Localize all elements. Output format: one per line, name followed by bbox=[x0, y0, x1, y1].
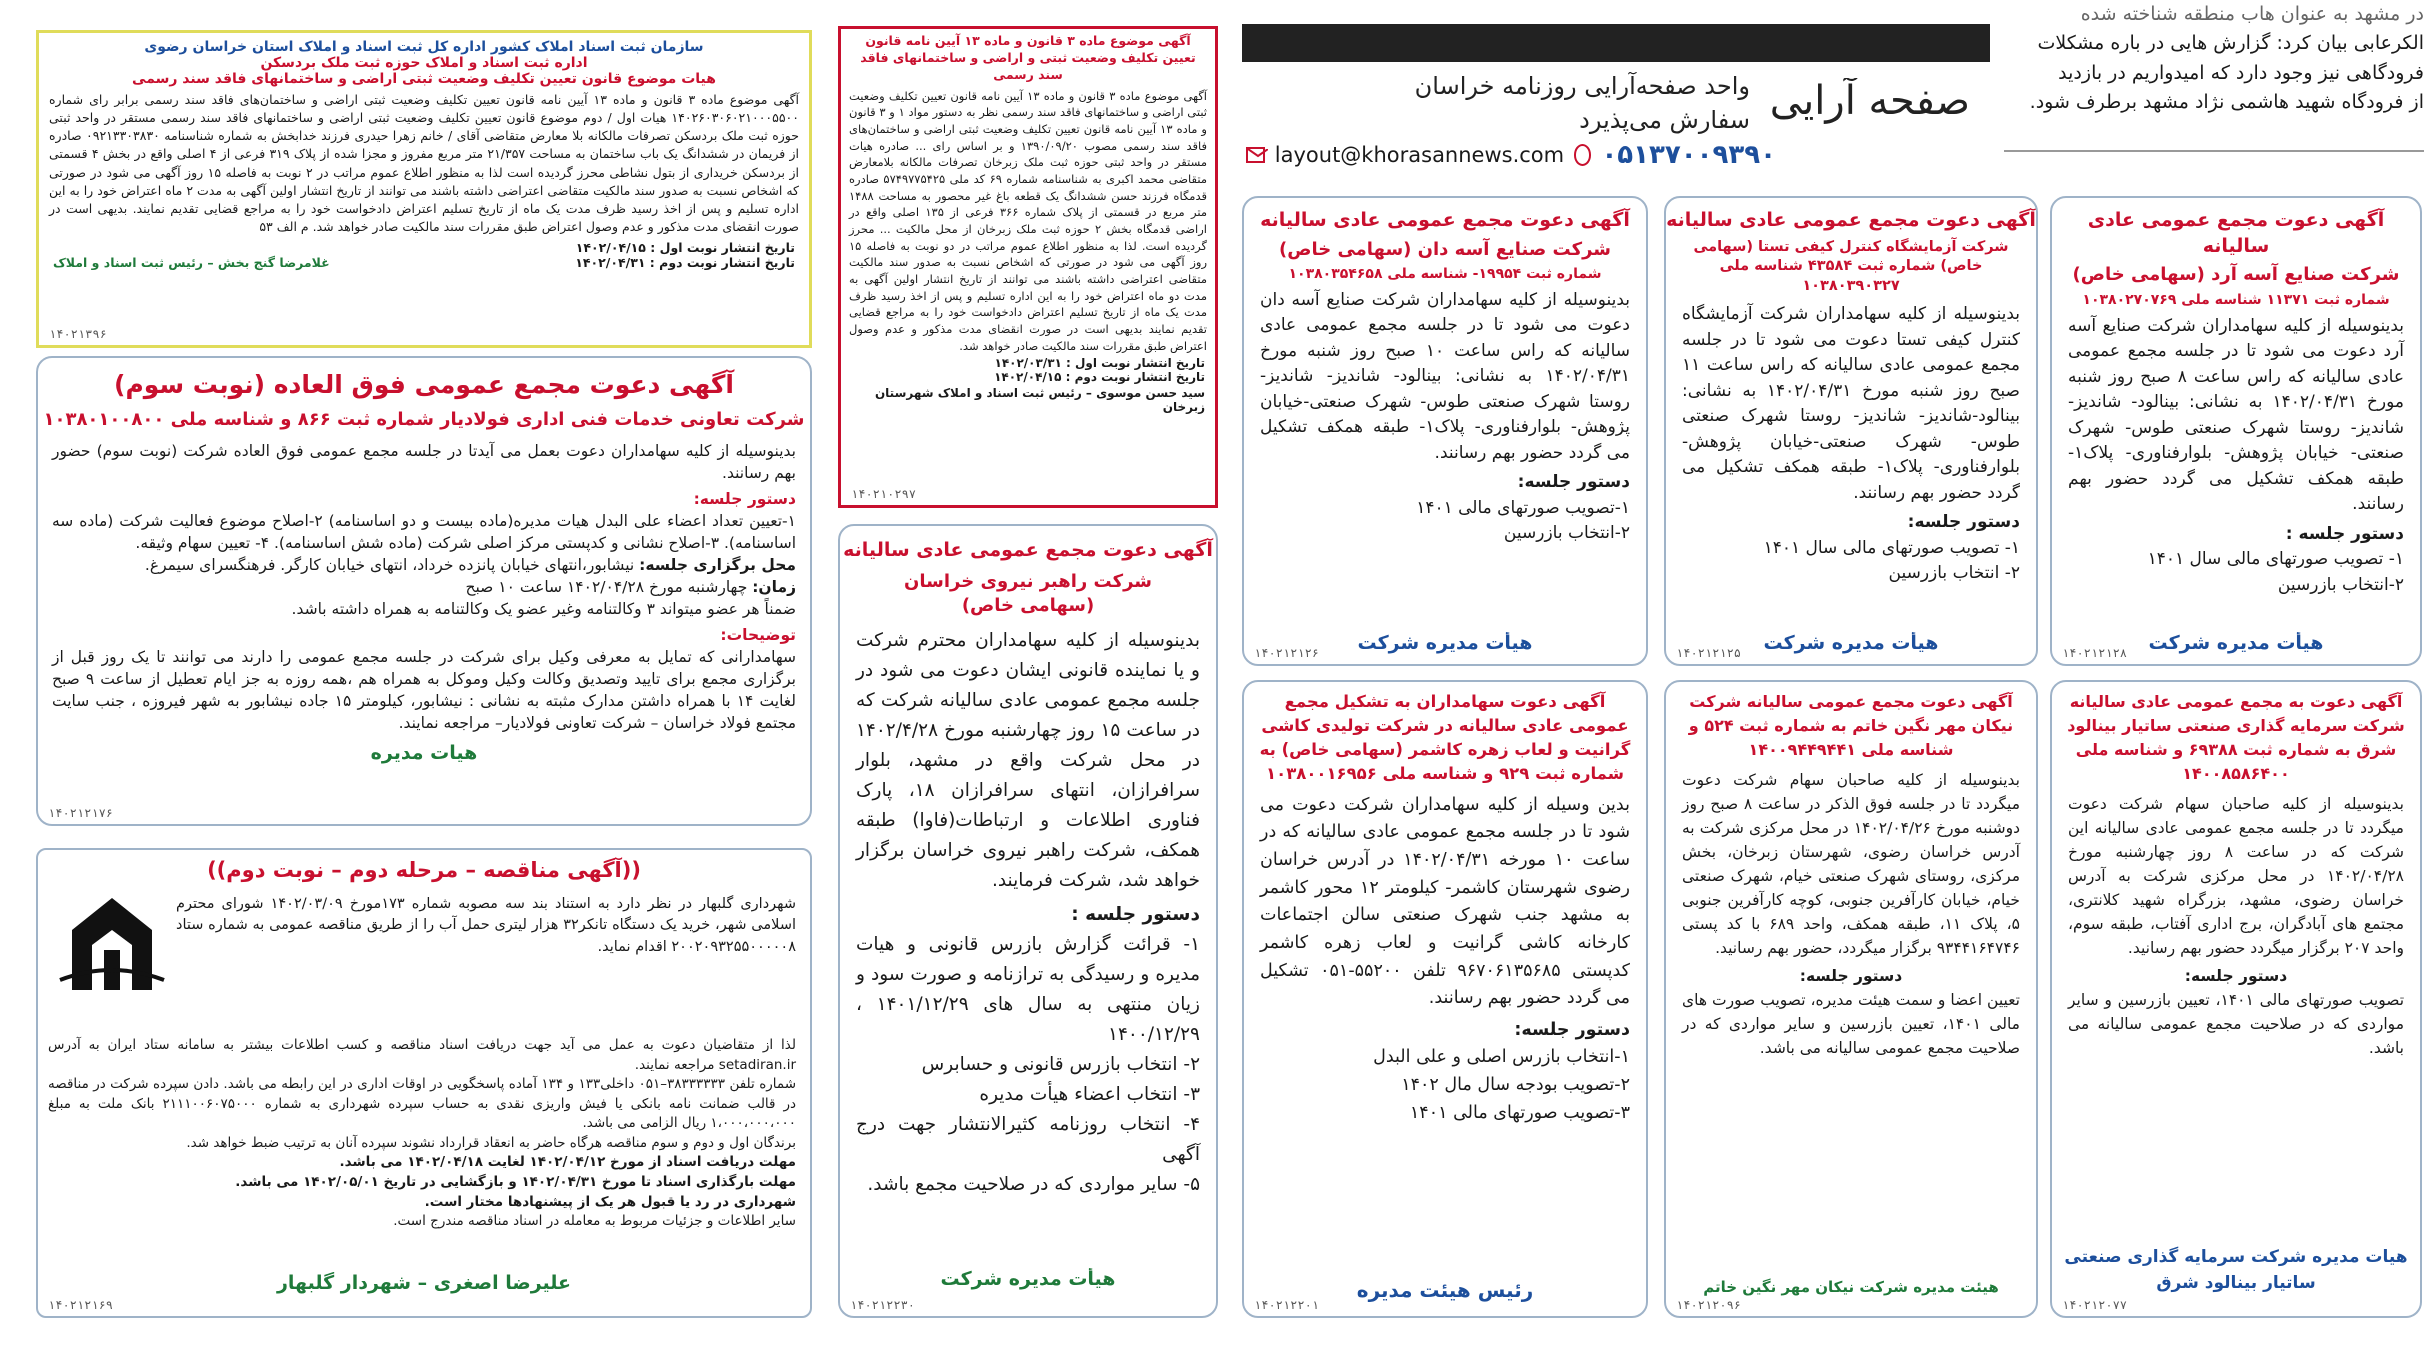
ad-title: آگهی دعوت مجمع عمومی عادی سالیانه bbox=[1666, 209, 2036, 231]
ad-registration-zibarkhan bbox=[838, 26, 1218, 508]
ad-content bbox=[1244, 282, 1646, 553]
ad-company: شرکت آزمایشگاه کنترل کیفی تستا (سهامی خاص) شماره ثبت ۴۳۵۸۴ شناسه ملی ۱۰۳۸۰۳۹۰۳۲۷ bbox=[1693, 238, 2009, 294]
ad-org: سازمان ثبت اسناد املاک کشور اداره کل ثبت اسناد و املاک استان خراسان رضوی bbox=[144, 39, 704, 55]
ad-body-text: بدینوسیله از کلیه سهامداران شرکت آزمایشگاه کنترل کیفی تستا دعوت می شود تا در جلسه مجمع عمومی عادی سالیانه که راس ساعت ۱۱ صبح روز شنبه مورخ ۱۴۰۲/۰۴/۳۱ به نشانی: بینالود-شاندیز- شاندیز- روستا شهرک صنعتی طوس- شهرک صنعتی-خیابان پژوهش- بلوارفناوری- پلاک۱- طبقه همکف تشکیل می گردد حضور بهم رسانند. bbox=[1682, 304, 2020, 503]
ad-content bbox=[2052, 308, 2420, 605]
agenda-item: ۱- تصویب صورتهای مالی سال ۱۴۰۱ bbox=[1763, 537, 2020, 558]
ad-content bbox=[1666, 296, 2036, 593]
agenda-item: ۲-انتخاب بازرسین bbox=[2277, 574, 2404, 595]
municipality-logo bbox=[52, 890, 172, 1000]
ad-code: ۱۴۰۲۱۲۰۷۷ bbox=[2062, 1298, 2128, 1312]
agenda-item: ۳- انتخاب اعضاء هیأت مدیره bbox=[979, 1083, 1200, 1105]
agenda-heading: دستور جلسه: bbox=[1517, 472, 1630, 493]
news-line: از فرودگاه شهید هاشمی نژاد مشهد برطرف شود. bbox=[2029, 91, 2424, 114]
agenda-item: ۲-انتخاب بازرسین bbox=[1503, 523, 1630, 544]
ad-date-first: تاریخ انتشار نوبت اول : ۱۴۰۲/۰۳/۳۱ bbox=[994, 356, 1205, 371]
ad-note: ضمناً هر عضو میتواند ۳ وکالتنامه وغیر عضو یک وکالتنامه به همراه داشته باشد. bbox=[291, 600, 796, 619]
news-line: فرودگاهی نیز وجود دارد که امیدواریم در بازدید bbox=[2058, 61, 2424, 84]
ad-code: ۱۴۰۲۱۲۱۲۶ bbox=[1254, 646, 1320, 660]
ad-title: آگهی دعوت مجمع عمومی عادی سالیانه bbox=[1260, 209, 1630, 231]
agenda-heading: دستور جلسه : bbox=[2285, 523, 2404, 544]
agenda-item: ۱-تصویب صورتهای مالی ۱۴۰۱ bbox=[1416, 497, 1630, 518]
tender-paragraph: مهلت بارگذاری اسناد تا مورخ ۱۴۰۲/۰۴/۳۱ و بازگشایی در تاریخ ۱۴۰۲/۰۵/۰۱ می باشد. bbox=[235, 1173, 796, 1190]
ad-date-second: تاریخ انتشار نوبت دوم : ۱۴۰۲/۰۴/۳۱ bbox=[575, 255, 795, 270]
tender-paragraph: شماره تلفن ۳۸۳۳۳۳۳۳–۰۵۱ داخلی۱۳۳ و ۱۳۴ آماده پاسخگویی در اوقات اداری در این رابطه می باشد. دادن سپرده شرکت در مناقصه در قالب ضمانت نامه بانکی یا فیش واریزی نقدی به حساب سپرده شهرداری به شماره ۲۱۱۱۰۰۶۰۷۵۰۰۰ بانک ملت به مبلغ ۱،۰۰۰،۰۰۰،۰۰۰ ریال الزامی می باشد. bbox=[48, 1076, 797, 1132]
notes-text: سهامدارانی که تمایل به معرفی وکیل برای شرکت در جلسه مجمع عمومی را دارند می توانند تا یک روز قبل از برگزاری مجمع برای تایید وتصدیق وکالت وکیل وموکل به همراه هم ،همه روزه به جز ایام تعطیل از ساعت ۹ صبح لغایت ۱۴ با همراه داشتن مدارک مثبته به نشانی : نیشابور، کیلومتر ۱۵ جاده نیشابور به شهر فیروزه ، جنب سایت مجتمع فولاد خراسان – شرکت تعاونی فولادیار– مراجعه نمایند. bbox=[52, 648, 796, 733]
ad-signature: هیأت مدیره شرکت bbox=[1763, 632, 1939, 654]
ad-code: ۱۴۰۲۱۲۱۲۸ bbox=[2062, 646, 2128, 660]
ad-negin-khatam bbox=[1664, 680, 2038, 1318]
agenda-text: تصویب صورتهای مالی ۱۴۰۱، تعیین بازرسین و سایر مواردی که در صلاحیت مجمع عمومی سالیانه می باشد. bbox=[2068, 991, 2405, 1058]
layout-ad-contact-row bbox=[1246, 138, 1776, 172]
ad-registration-bardaskan bbox=[36, 30, 812, 348]
tender-paragraph: سایر اطلاعات و جزئیات مربوط به معامله در اسناد مناقصه مندرج است. bbox=[393, 1213, 796, 1230]
ad-content bbox=[1244, 786, 1646, 1134]
ad-title: آگهی دعوت سهامداران به تشکیل مجمع عمومی عادی سالیانه در شرکت تولیدی کاشی گرانیت و لعاب زهره کاشمر (سهامی خاص) به شماره ثبت ۹۲۹ و شناسه ملی ۱۰۳۸۰۰۱۶۹۵۶ bbox=[1259, 692, 1631, 783]
agenda-item: ۱- قرائت گزارش بازرس قانونی و هیات مدیره و رسیدگی به ترازنامه و صورت سود و زیان منتهی به سال های ۱۴۰۱/۱۲/۲۹ ، ۱۴۰۰/۱۲/۲۹ bbox=[856, 933, 1200, 1045]
ad-content bbox=[176, 894, 796, 958]
ad-signature: هیات مدیره شرکت سرمایه گذاری صنعتی ساتیار بینالود شرق bbox=[2064, 1247, 2408, 1293]
ad-signature: هیئت مدیره شرکت نیکان مهر نگین خاتم bbox=[1703, 1278, 1999, 1296]
news-line: در مشهد به عنوان هاب منطقه شناخته شده bbox=[2080, 3, 2424, 25]
place-row bbox=[52, 554, 796, 576]
ad-body-text: بدینوسیله از کلیه سهامداران شرکت صنایع آسه دان دعوت می شود تا در جلسه مجمع عمومی عادی سالیانه که راس ساعت ۱۰ صبح روز شنبه مورخ ۱۴۰۲/۰۴/۳۱ به نشانی: بینالود- شاندیز- شاندیز- روستا شهرک صنعتی طوس- شهرک صنعتی-خیابان پژوهش- بلوارفناوری- پلاک۱- طبقه همکف تشکیل می گردد حضور بهم رسانند. bbox=[1260, 289, 1630, 463]
time-value: چهارشنبه مورخ ۱۴۰۲/۰۴/۲۸ ساعت ۱۰ صبح bbox=[465, 578, 748, 597]
ad-title: آگهی دعوت مجمع عمومی عادی سالیانه bbox=[2087, 209, 2385, 257]
tender-paragraph: برندگان اول و دوم و سوم مناقصه هرگاه حاضر به انعقاد قرارداد نشوند سپرده آنان به ترتیب ضبط خواهد شد. bbox=[186, 1134, 796, 1151]
place-label: محل برگزاری جلسه: bbox=[639, 556, 796, 575]
ad-content bbox=[2052, 786, 2420, 1066]
place-value: نیشابور،انتهای خیابان پانزده خرداد، انتهای خیابان کارگر. فرهنگسرای سیمرغ. bbox=[144, 556, 635, 575]
agenda-item: ۵- سایر مواردی که در صلاحیت مجمع باشد. bbox=[867, 1173, 1200, 1195]
ad-title: آگهی دعوت مجمع عمومی فوق العاده (نوبت سوم) bbox=[114, 370, 734, 399]
ad-code: ۱۴۰۲۱۳۹۶ bbox=[49, 327, 107, 341]
agenda-heading: دستور جلسه: bbox=[1799, 967, 1903, 986]
ad-signature: سید حسن موسوی – رئیس ثبت اسناد و املاک شهرستان زبرخان bbox=[874, 386, 1205, 415]
agenda-item: ۲- انتخاب بازرسین bbox=[1888, 563, 2020, 584]
ad-title: آگهی دعوت مجمع عمومی عادی سالیانه bbox=[843, 539, 1213, 561]
notes-heading: توضیحات: bbox=[720, 626, 796, 645]
agenda-item: ۱-انتخاب بازرس اصلی و علی البدل bbox=[1373, 1047, 1630, 1068]
layout-ad-top-bar bbox=[1242, 24, 1990, 62]
agenda-item: ۱- تصویب صورتهای مالی سال ۱۴۰۱ bbox=[2147, 549, 2404, 570]
ad-golbahar-tender bbox=[36, 848, 812, 1318]
ad-code: ۱۴۰۲۱۰۲۹۷ bbox=[851, 487, 917, 501]
ad-body-text: بدینوسیله از کلیه صاحبان سهام شرکت دعوت میگردد تا در جلسه مجمع عمومی عادی سالیانه این شرکت که در ساعت ۸ روز چهارشنبه مورخ ۱۴۰۲/۰۴/۲۸ در محل مرکزی شرکت به آدرس خراسان رضوی، مشهد، بزرگراه شهید کلانتری، مجتمع های آبادگران، برج اداری آفتاب، طبقه سوم، واحد ۲۰۷ برگزار میگردد حضور بهم رسانید. bbox=[2068, 795, 2405, 958]
agenda-heading: دستور جلسه : bbox=[1071, 903, 1200, 925]
ad-content-lower bbox=[48, 1036, 796, 1232]
phone-icon bbox=[1574, 144, 1591, 166]
agenda-item: ۲-تصویب بودجه سال مال ۱۴۰۲ bbox=[1401, 1075, 1630, 1096]
ad-title: آگهی دعوت به مجمع عمومی عادی سالیانه شرکت سرمایه گذاری صنعتی ساتیار بینالود شرق به شماره ثبت ۶۹۳۸۸ و شناسه ملی ۱۴۰۰۸۵۸۶۴۰۰ bbox=[2067, 692, 2405, 783]
ad-signature: غلامرضا گنج بخش – رئیس ثبت اسناد و املاک bbox=[53, 255, 330, 270]
ad-signature: هیأت مدیره شرکت bbox=[1357, 632, 1533, 654]
agenda-item: ۳-تصویب صورتهای مالی ۱۴۰۱ bbox=[1409, 1102, 1630, 1123]
ad-body-text: بدینوسیله از کلیه سهامداران محترم شرکت و یا نماینده قانونی ایشان دعوت می شود در جلسه مجمع عمومی عادی سالیانه شرکت که در ساعت ۱۵ روز چهارشنبه مورخ ۱۴۰۲/۴/۲۸ در محل شرکت واقع در مشهد، بلوار سرافرازان، انتهای سرافرازان ۱۸، پارک فناوری اطلاعات و ارتباطات(فاوا) طبقه همکف، شرکت راهبر نیروی خراسان برگزار خواهد شد، شرکت فرمایند. bbox=[856, 630, 1200, 891]
ad-asse-ard bbox=[2050, 196, 2422, 666]
news-line: الکرعابی بیان کرد: گزارش هایی در باره مشکلات bbox=[2037, 32, 2424, 55]
ad-registration: شماره ثبت ۱۱۳۷۱ شناسه ملی ۱۰۳۸۰۲۷۰۷۶۹ bbox=[2082, 291, 2390, 308]
agenda-text: تعیین اعضا و سمت هیئت مدیره، تصویب صورت های مالی ۱۴۰۱، تعیین بازرسین و سایر مواردی که در صلاحیت مجمع عمومی سالیانه می باشد. bbox=[1682, 991, 2020, 1058]
ad-body: آگهی موضوع ماده ۳ قانون و ماده ۱۳ آیین نامه قانون تعیین تکلیف وضعیت ثبتی اراضی و ساختمانهای فاقد سند رسمی نظر به دستور مواد ۱ و ۳ قانون و ماده ۱۳ آیین نامه قانون تعیین تکلیف وضعیت ثبتی اراضی و ساختمان‌های فاقد سند رسمی مصوب ۱۳۹۰/۰۹/۲۰ و بر اساس رای ... صادره هیات مستقر در واحد ثبتی حوزه ثبت ملک زبرخان تصرفات مالکانه بلامعارض متقاضی محمد اکبری به شناسنامه شماره ۶۹ کد ملی ۵۷۴۹۷۷۵۴۲۵ صادره قدمگاه فرزند حسن ششدانگ یک قطعه باغ غیر محصور به مساحت ۱۴۸۸ متر مربع در قسمتی از پلاک شماره ۳۶۶ فرعی از ۱۳۵ اصلی واقع در اراضی قدمگاه بخش ۲ حوزه ثبت ملک زبرخان از محل مالکیت ... محرز گردیده است. لذا به منظور اطلاع عموم مراتب در دو نوبت به فاصله ۱۵ روز آگهی می شود در صورتی که اشخاص نسبت به صدور سند مالکیت متقاضی اعتراضی داشته باشند می توانند از تاریخ انتشار اولین آگهی به مدت دو ماه اعتراض خود را به این اداره تسلیم و پس از اخذ رسید ظرف مدت یک ماه از تاریخ تسلیم اعتراض دادخواست خود را به مراجع قضایی تقدیم نمایند بدیهی است در صورت انقضای مدت مذکور و عدم وصول اعتراض طبق مقررات سند مالکیت صادر خواهد شد. bbox=[849, 88, 1208, 353]
ad-content bbox=[1666, 762, 2036, 1066]
layout-ad-phone: ۰۵۱۳۷۰۰۹۳۹۰ bbox=[1601, 140, 1776, 170]
layout-ad-email[interactable]: layout@khorasannews.com bbox=[1274, 143, 1565, 167]
ad-date-second: تاریخ انتشار نوبت دوم : ۱۴۰۲/۰۴/۱۵ bbox=[994, 370, 1205, 385]
ad-body-text: بدینوسیله از کلیه صاحبان سهام شرکت دعوت میگردد تا در جلسه فوق الذکر در ساعت ۸ صبح روز دوشنبه مورخ ۱۴۰۲/۰۴/۲۶ در محل مرکزی شرکت به آدرس خراسان رضوی، شهرستان زبرخان، بخش مرکزی، روستای شهرک صنعتی خیام، شهرک صنعتی خیام، خیابان کارآفرین جنوبی، کوچه کارآفرین جنوبی ۵، پلاک ۱۱، طبقه همکف، واحد ۶۸۹ با کد پستی ۹۳۴۴۱۶۴۷۴۶ برگزار میگردد، حضور بهم رسانید. bbox=[1682, 771, 2020, 958]
ad-title: ((آگهی مناقصه – مرحله دوم – نوبت دوم)) bbox=[207, 858, 641, 882]
tender-paragraph: شهرداری در رد یا قبول هر یک از پیشنهادها مختار است. bbox=[424, 1193, 796, 1210]
ad-code: ۱۴۰۲۱۲۱۷۶ bbox=[48, 806, 114, 820]
layout-ad-line2: سفارش می‌پذیرد bbox=[1579, 106, 1750, 134]
news-snippet bbox=[2004, 0, 2424, 150]
ad-dept: اداره ثبت اسناد و املاک حوزه ثبت ملک بردسکن bbox=[260, 55, 588, 71]
ad-content bbox=[840, 618, 1216, 1207]
ad-intro: بدینوسیله از کلیه سهامداران دعوت بعمل می آیدتا در جلسه مجمع عمومی فوق العاده شرکت (نوبت سوم) حضور بهم رسانند. bbox=[52, 442, 796, 483]
ad-company: شرکت تعاونی خدمات فنی اداری فولادیار شماره ثبت ۸۶۶ و شناسه ملی ۱۰۳۸۰۱۰۰۸۰۰ bbox=[43, 408, 805, 430]
ad-signature: هیات مدیره bbox=[370, 742, 478, 765]
ad-testa-lab bbox=[1664, 196, 2038, 666]
tender-paragraph: لذا از متقاضیان دعوت به عمل می آید جهت دریافت اسناد مناقصه و کسب اطلاعات بیشتر به سامانه ستاد ایران به آدرس setadiran.ir مراجعه نمایند. bbox=[48, 1037, 796, 1073]
time-label: زمان: bbox=[752, 578, 796, 597]
ad-code: ۱۴۰۲۱۲۱۲۵ bbox=[1676, 646, 1742, 660]
ad-body: آگهی موضوع ماده ۳ قانون و ماده ۱۳ آیین نامه قانون تعیین تکلیف وضعیت ثبتی اراضی و ساختمان‌های فاقد سند رسمی برابر رای شماره ۱۴۰۲۶۰۳۰۶۰۲۱۰۰۰۵۵۰۰ هیات اول / دوم موضوع قانون تعیین تکلیف وضعیت ثبتی اراضی و ساختمانهای فاقد سند رسمی مستقر در واحد ثبتی حوزه ثبت ملک بردسکن تصرفات مالکانه بلا معارض متقاضی آقای / خانم زهرا حیدری فرزند خدابخش به شماره شناسنامه ۰۹۲۱۳۳۰۳۸۳۰ صادره از فریمان در ششدانگ یک باب ساختمان به مساحت ۲۱/۳۵۷ متر مربع مفروز و مجزا شده از پلاک ۳۱۹ فرعی از ۴ اصلی واقع در بخش ۴ قسمتی از بردسکن خریداری از بتول نشاطی محرز گردیده است لذا به منظور اطلاع عموم مراتب در ۲ نوبت به فاصله ۱۵ روز آگهی می شود در صورتی که اشخاص نسبت به صدور سند مالکیت متقاضی اعتراضی داشته باشند می توانند از تاریخ انتشار اولین آگهی به مدت ۲ ماه اعتراض خود را به این اداره تسلیم و پس از اخذ رسید ظرف مدت یک ماه از تاریخ تسلیم اعتراض دادخواست خود را به مراجع قضایی تقدیم نمایند. بدیهی است در صورت انقضای مدت مذکور و عدم وصول اعتراض طبق مقررات سند مالکیت صادر خواهد شد. م الف ۵۳ bbox=[49, 92, 800, 234]
ad-title: آگهی موضوع ماده ۳ قانون و ماده ۱۳ آیین نامه قانون تعیین تکلیف وضعیت ثبتی و اراضی و ساختمانهای فاقد سند رسمی bbox=[860, 33, 1196, 82]
layout-ad-heading: صفحه آرایی bbox=[1769, 78, 1970, 124]
ad-registration: شماره ثبت ۱۹۹۵۴- شناسه ملی ۱۰۳۸۰۳۵۴۶۵۸ bbox=[1288, 265, 1602, 282]
agenda-item: ۲- انتخاب بازرس قانونی و حسابرس bbox=[921, 1053, 1200, 1075]
tender-paragraph: مهلت دریافت اسناد از مورخ ۱۴۰۲/۰۴/۱۲ لغایت ۱۴۰۲/۰۴/۱۸ می باشد. bbox=[339, 1154, 796, 1171]
ad-signature: علیرضا اصغری – شهردار گلبهار bbox=[276, 1272, 572, 1294]
mail-icon bbox=[1246, 147, 1265, 163]
ad-body-text: بدین وسیله از کلیه سهامداران شرکت دعوت می شود تا در جلسه مجمع عمومی عادی سالیانه که در ساعت ۱۰ مورخه ۱۴۰۲/۰۴/۳۱ در آدرس خراسان رضوی شهرستان کاشمر- کیلومتر ۱۲ محور کاشمر به مشهد جنب شهرک صنعتی سالن اجتماعات کارخانه کاشی گرانیت و لعاب زهره کاشمر کدپستی ۹۶۷۰۶۱۳۵۶۸۵ تلفن ۵۵۲۰۰-۰۵۱ تشکیل می گردد حضور بهم رسانند. bbox=[1260, 794, 1631, 1009]
ad-code: ۱۴۰۲۱۲۱۶۹ bbox=[48, 1298, 114, 1312]
ad-signature: هیأت مدیره شرکت bbox=[940, 1268, 1116, 1290]
time-row bbox=[52, 576, 796, 598]
agenda-heading: دستور جلسه: bbox=[1514, 1019, 1630, 1040]
ad-rahbar-niroo bbox=[838, 524, 1218, 1318]
news-divider bbox=[2004, 150, 2424, 152]
ad-foladyar bbox=[36, 356, 812, 826]
tender-paragraph: شهرداری گلبهار در نظر دارد به استناد بند سه مصوبه شماره ۱۷۳مورخ ۱۴۰۲/۰۳/۰۹ شورای محترم اسلامی شهر، خرید یک دستگاه تانکر۳۲ هزار لیتری حمل آب را از طریق مناقصه عمومی به شماره ستاد ۲۰۰۲۰۹۳۲۵۵۰۰۰۰۰۸ اقدام نماید. bbox=[176, 896, 797, 955]
ad-body-text: بدینوسیله از کلیه سهامداران شرکت صنایع آسه آرد دعوت می شود تا در جلسه مجمع عمومی عادی سالیانه که راس ساعت ۸ صبح روز شنبه مورخ ۱۴۰۲/۰۴/۳۱ به نشانی: بینالود- شاندیز-شاندیز- روستا شهرک صنعتی طوس- شهرک صنعتی- خیابان پژوهش- بلوارفناوری- پلاک۱- طبقه همکف تشکیل می گردد حضور بهم رسانند. bbox=[2068, 315, 2405, 515]
agenda-heading: دستور جلسه: bbox=[693, 490, 796, 509]
ad-signature: رئیس هیئت مدیره bbox=[1356, 1278, 1534, 1302]
ad-signature: هیأت مدیره شرکت bbox=[2148, 632, 2324, 654]
ad-code: ۱۴۰۲۱۲۰۹۶ bbox=[1676, 1298, 1742, 1312]
agenda-heading: دستور جلسه: bbox=[1907, 512, 2020, 533]
agenda-text: ۱-تعیین تعداد اعضاء علی البدل هیات مدیره(ماده بیست و دو اساسنامه) ۲-اصلاح موضوع فعالیت شرکت (ماده سه اساسنامه). ۳-اصلاح نشانی و کدپستی مرکز اصلی شرکت (ماده شش اساسنامه). ۴- تعیین سهام وثیقه. bbox=[52, 512, 796, 553]
agenda-heading: دستور جلسه: bbox=[2184, 967, 2288, 986]
ad-code: ۱۴۰۲۱۲۲۳۰ bbox=[850, 1298, 916, 1312]
layout-ad-line1: واحد صفحه‌آرایی روزنامه خراسان bbox=[1414, 72, 1750, 100]
layout-service-ad bbox=[1242, 24, 1990, 174]
ad-dates bbox=[39, 240, 809, 270]
ad-title: آگهی دعوت مجمع عمومی سالیانه شرکت نیکان مهر نگین خاتم به شماره ثبت ۵۲۴ و شناسه ملی ۱۴۰۰۹۴۴۹۴۴۱ bbox=[1688, 692, 2014, 759]
ad-date-first: تاریخ انتشار نوبت اول : ۱۴۰۲/۰۴/۱۵ bbox=[575, 240, 795, 255]
agenda-item: ۴- انتخاب روزنامه کثیرالانتشار جهت درج آگهی bbox=[856, 1113, 1200, 1165]
ad-company: شرکت راهبر نیروی خراسان (سهامی خاص) bbox=[904, 570, 1152, 616]
ad-company: شرکت صنایع آسه دان (سهامی خاص) bbox=[1279, 238, 1611, 260]
ad-zohreh-kashmar bbox=[1242, 680, 1648, 1318]
ad-title: هیات موضوع قانون تعیین تکلیف وضعیت ثبتی اراضی و ساختمانهای فاقد سند رسمی bbox=[132, 71, 716, 87]
ad-content bbox=[38, 432, 810, 742]
ad-code: ۱۴۰۲۱۲۲۰۱ bbox=[1254, 1298, 1320, 1312]
ad-company: شرکت صنایع آسه آرد (سهامی خاص) bbox=[2072, 264, 2400, 286]
ad-satiar-binalood bbox=[2050, 680, 2422, 1318]
ad-asse-dan bbox=[1242, 196, 1648, 666]
